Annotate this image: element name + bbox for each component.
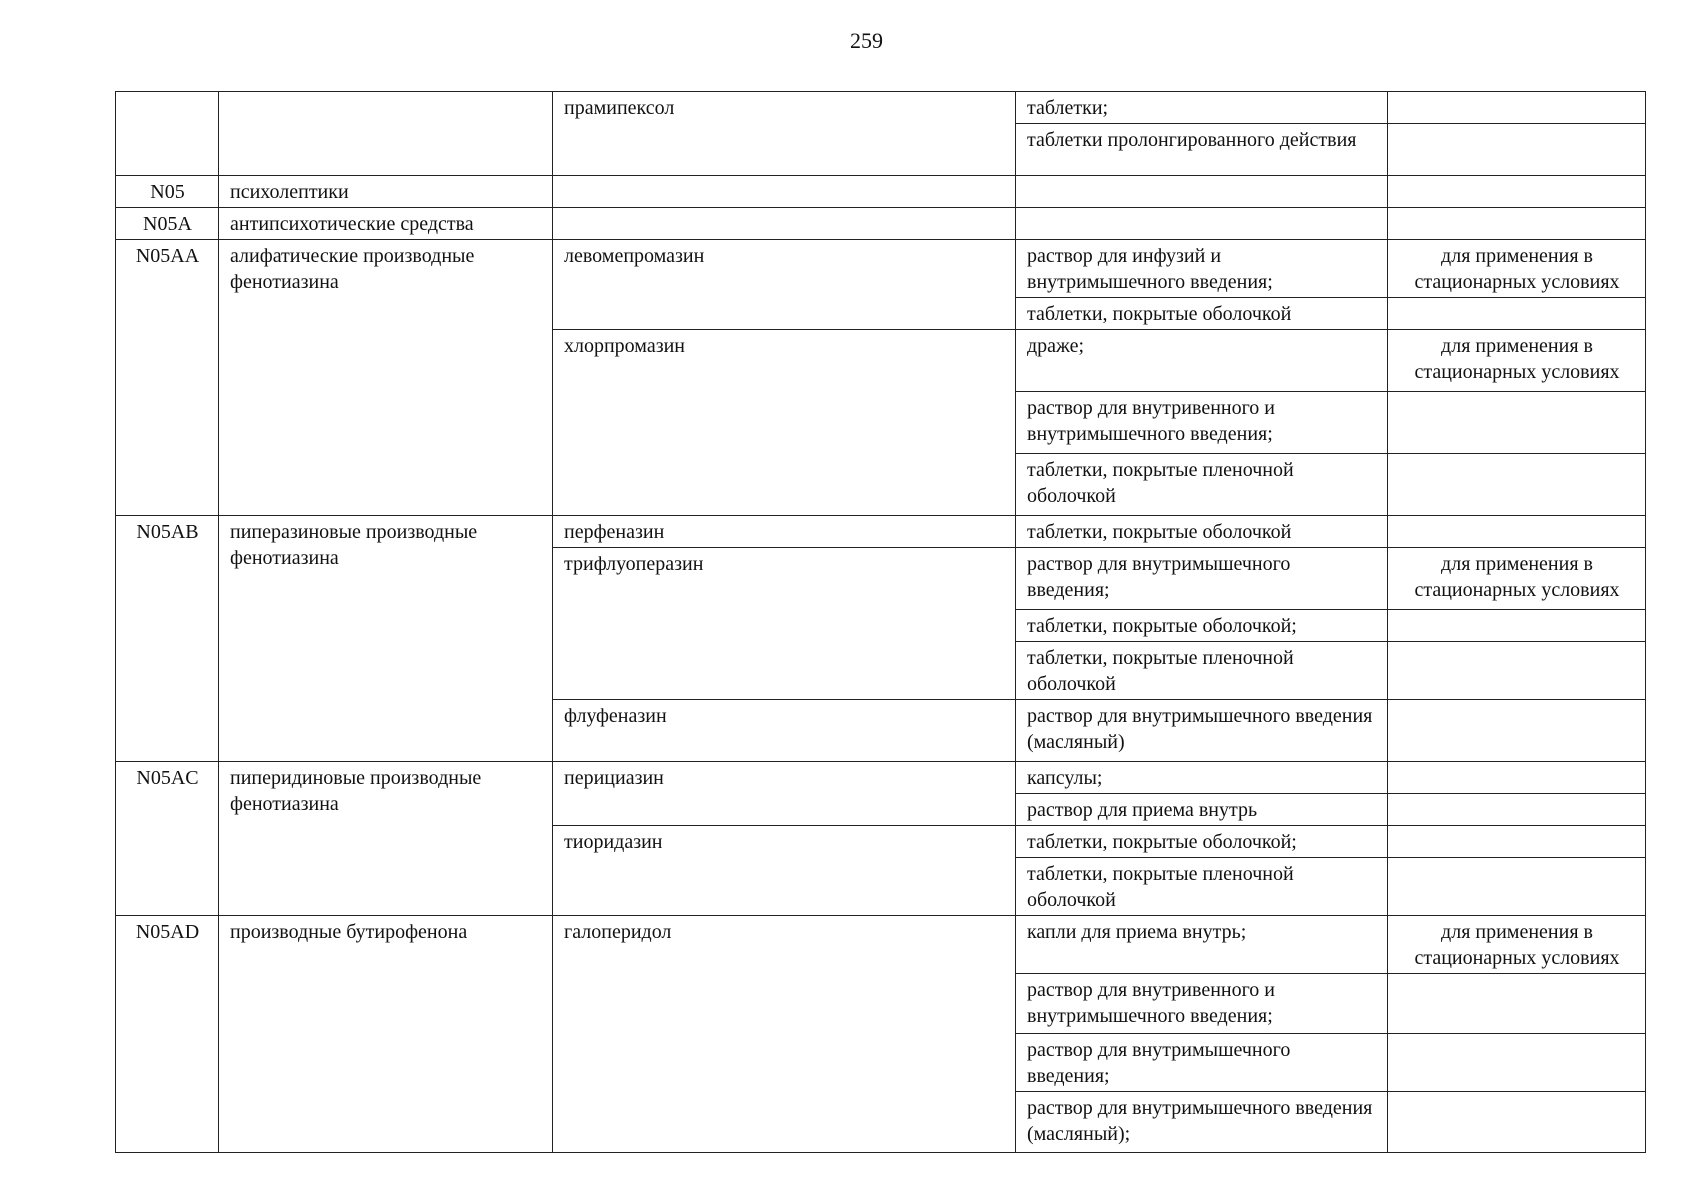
note-cell — [1388, 610, 1646, 642]
note-cell — [1388, 124, 1646, 176]
dosage-form-cell: раствор для внутримышечного введения (масляный) — [1016, 700, 1388, 762]
page-number: 259 — [850, 28, 883, 53]
drug-name-cell: тиоридазин — [553, 826, 1016, 916]
table-row — [116, 92, 1646, 124]
atc-code-cell — [116, 92, 219, 176]
dosage-form-cell: раствор для внутримышечного введения; — [1016, 548, 1388, 610]
note-cell — [1388, 826, 1646, 858]
note-cell: для применения в стационарных условиях — [1388, 240, 1646, 298]
atc-code-cell: N05AD — [116, 916, 219, 1153]
note-cell — [1388, 208, 1646, 240]
group-name-cell: антипсихотические средства — [219, 208, 553, 240]
group-name-cell: психолептики — [219, 176, 553, 208]
dosage-form-cell: раствор для внутримышечного введения; — [1016, 1034, 1388, 1092]
note-cell — [1388, 298, 1646, 330]
dosage-form-cell: раствор для инфузий и внутримышечного введения; — [1016, 240, 1388, 298]
dosage-form-cell: таблетки, покрытые пленочной оболочкой — [1016, 858, 1388, 916]
drug-name-cell: прамипексол — [553, 92, 1016, 176]
table-row — [116, 208, 1646, 240]
note-cell — [1388, 794, 1646, 826]
atc-code-cell: N05AB — [116, 516, 219, 762]
note-cell — [1388, 642, 1646, 700]
dosage-form-cell: таблетки, покрытые оболочкой — [1016, 516, 1388, 548]
dosage-form-cell: капсулы; — [1016, 762, 1388, 794]
dosage-form-cell: раствор для внутривенного и внутримышечного введения; — [1016, 392, 1388, 454]
dosage-form-cell: таблетки, покрытые пленочной оболочкой — [1016, 642, 1388, 700]
atc-code-cell: N05AA — [116, 240, 219, 516]
drug-name-cell — [553, 176, 1016, 208]
note-cell — [1388, 762, 1646, 794]
dosage-form-cell: таблетки, покрытые пленочной оболочкой — [1016, 454, 1388, 516]
atc-code-cell: N05AC — [116, 762, 219, 916]
note-cell — [1388, 392, 1646, 454]
table-row — [116, 516, 1646, 548]
note-cell: для применения в стационарных условиях — [1388, 916, 1646, 974]
note-cell — [1388, 516, 1646, 548]
group-name-cell — [219, 92, 553, 176]
drug-name-cell: галоперидол — [553, 916, 1016, 1153]
drug-name-cell: хлорпромазин — [553, 330, 1016, 516]
note-cell — [1388, 176, 1646, 208]
table-row — [116, 916, 1646, 974]
group-name-cell: производные бутирофенона — [219, 916, 553, 1153]
note-cell — [1388, 92, 1646, 124]
note-cell: для применения в стационарных условиях — [1388, 330, 1646, 392]
group-name-cell: алифатические производные фенотиазина — [219, 240, 553, 516]
drug-table — [115, 91, 1646, 1153]
dosage-form-cell: таблетки, покрытые оболочкой — [1016, 298, 1388, 330]
drug-name-cell: флуфеназин — [553, 700, 1016, 762]
dosage-form-cell: драже; — [1016, 330, 1388, 392]
dosage-form-cell — [1016, 208, 1388, 240]
dosage-form-cell: таблетки, покрытые оболочкой; — [1016, 610, 1388, 642]
note-cell — [1388, 1092, 1646, 1153]
drug-name-cell — [553, 208, 1016, 240]
note-cell — [1388, 700, 1646, 762]
note-cell — [1388, 1034, 1646, 1092]
group-name-cell: пиперазиновые производные фенотиазина — [219, 516, 553, 762]
dosage-form-cell: раствор для внутривенного и внутримышечного введения; — [1016, 974, 1388, 1034]
group-name-cell: пиперидиновые производные фенотиазина — [219, 762, 553, 916]
table-row — [116, 762, 1646, 794]
drug-name-cell: левомепромазин — [553, 240, 1016, 330]
dosage-form-cell: капли для приема внутрь; — [1016, 916, 1388, 974]
note-cell: для применения в стационарных условиях — [1388, 548, 1646, 610]
dosage-form-cell — [1016, 176, 1388, 208]
dosage-form-cell: раствор для приема внутрь — [1016, 794, 1388, 826]
dosage-form-cell: раствор для внутримышечного введения (масляный); — [1016, 1092, 1388, 1153]
dosage-form-cell: таблетки; — [1016, 92, 1388, 124]
note-cell — [1388, 858, 1646, 916]
atc-code-cell: N05 — [116, 176, 219, 208]
note-cell — [1388, 974, 1646, 1034]
atc-code-cell: N05A — [116, 208, 219, 240]
note-cell — [1388, 454, 1646, 516]
drug-name-cell: перициазин — [553, 762, 1016, 826]
table-row — [116, 176, 1646, 208]
drug-name-cell: перфеназин — [553, 516, 1016, 548]
table-row — [116, 240, 1646, 298]
dosage-form-cell: таблетки, покрытые оболочкой; — [1016, 826, 1388, 858]
dosage-form-cell: таблетки пролонгированного действия — [1016, 124, 1388, 176]
drug-name-cell: трифлуоперазин — [553, 548, 1016, 700]
